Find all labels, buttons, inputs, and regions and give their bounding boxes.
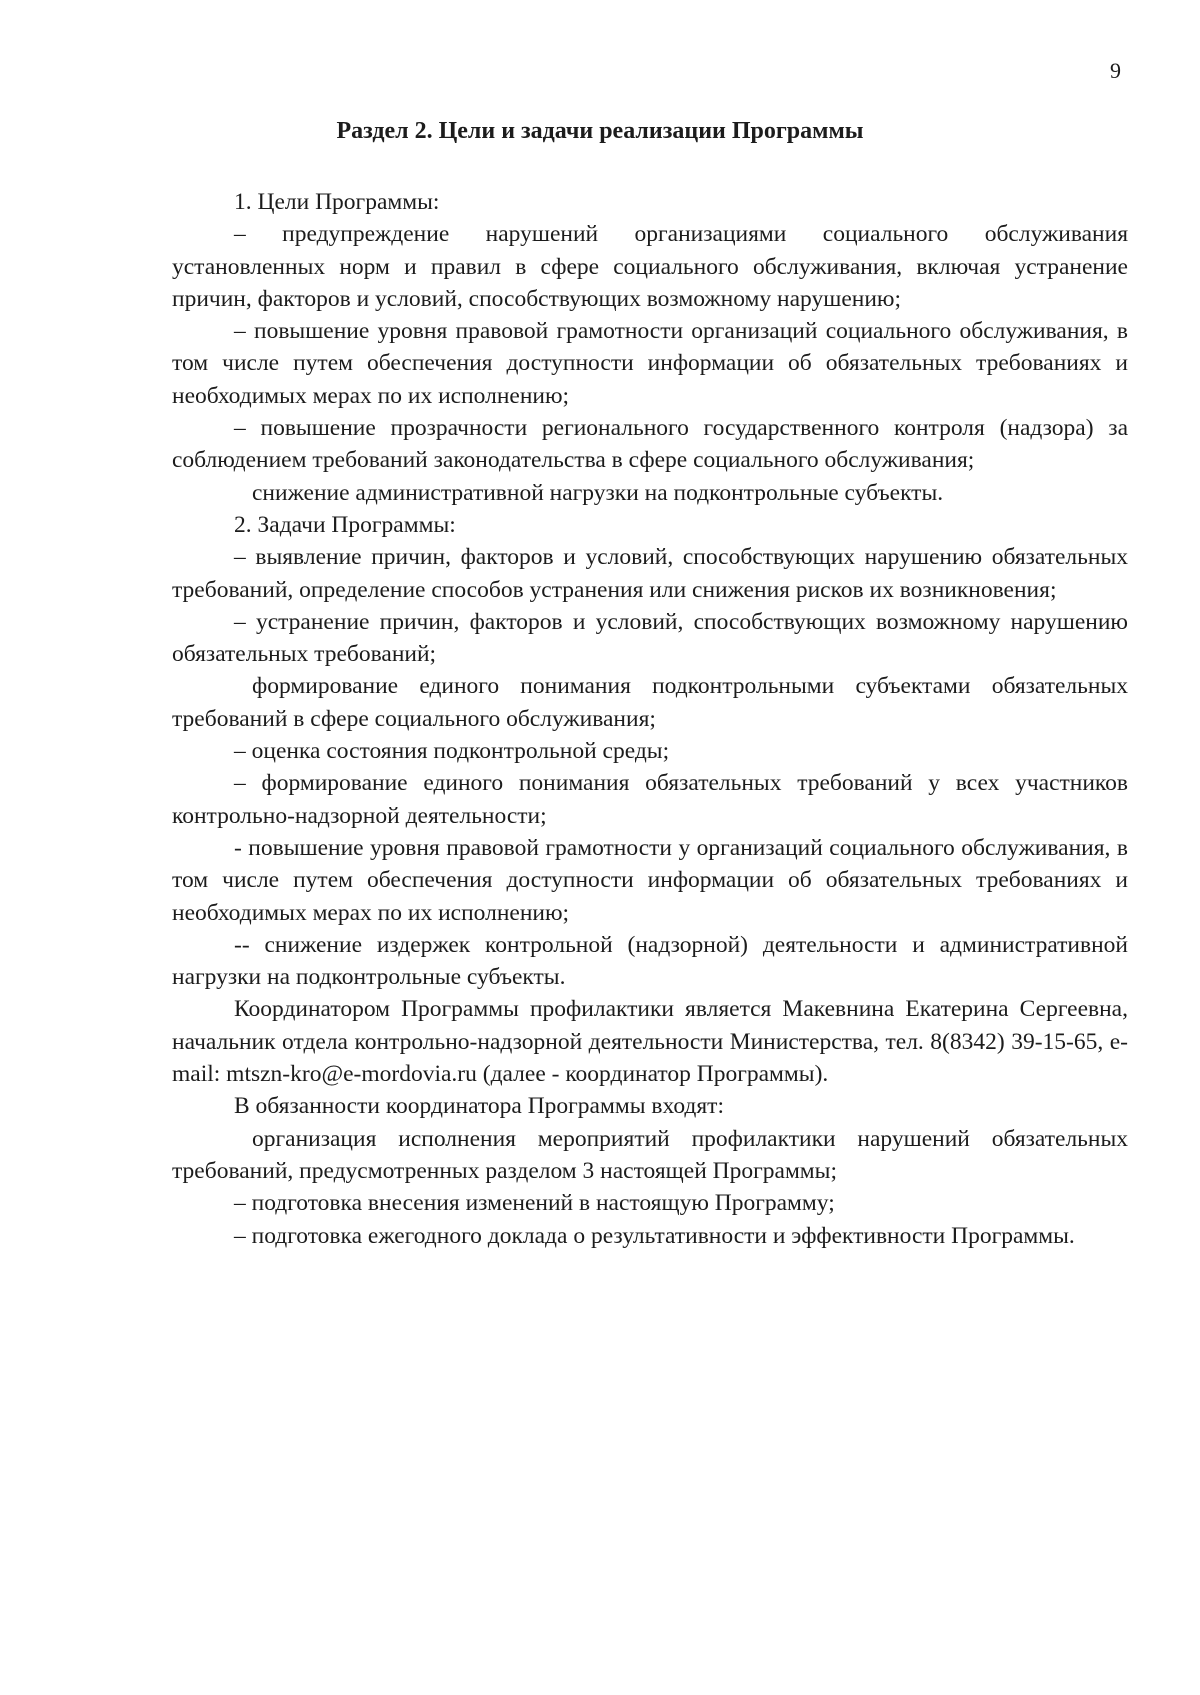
paragraph-task-7: -- снижение издержек контрольной (надзорной) деятельности и административной нагрузки на подконтрольные субъекты. — [172, 931, 1128, 991]
section-title: Раздел 2. Цели и задачи реализации Программы — [336, 118, 864, 144]
paragraph-duty-1: организация исполнения мероприятий профилактики нарушений обязательных требований, предусмотренных разделом 3 настоящей Программы; — [172, 1125, 1128, 1184]
paragraph-goal-3: – повышение прозрачности регионального государственного контроля (надзора) за соблюдением требований законодательства в сфере социального обслуживания; — [172, 415, 1128, 474]
paragraph-task-5: – формирование единого понимания обязательных требований у всех участников контрольно-надзорной деятельности; — [172, 770, 1128, 829]
page-number: 9 — [1110, 58, 1121, 83]
paragraph-task-6: - повышение уровня правовой грамотности у организаций социального обслуживания, в том числе путем обеспечения доступности информации об обязательных требованиях и необходимых мерах по их исполнению; — [172, 834, 1128, 926]
paragraph-task-2: – устранение причин, факторов и условий, способствующих возможному нарушению обязательных требований; — [172, 608, 1128, 668]
paragraph-coordinator: Координатором Программы профилактики является Макевнина Екатерина Сергеевна, начальник отдела контрольно-надзорной деятельности Министерства, тел. 8(8342) 39-15-65, e-mail: mtszn-kro@e-mordovia.ru (далее - координатор Программы). — [172, 996, 1128, 1088]
document-body — [172, 186, 1128, 1252]
paragraph-task-3: формирование единого понимания подконтрольными субъектами обязательных требований в сфере социального обслуживания; — [172, 673, 1128, 732]
paragraph-task-1: – выявление причин, факторов и условий, способствующих нарушению обязательных требований, определение способов устранения или снижения рисков их возникновения; — [172, 544, 1128, 603]
paragraph-duty-3: – подготовка ежегодного доклада о результативности и эффективности Программы. — [234, 1222, 1075, 1249]
paragraph-tasks-heading: 2. Задачи Программы: — [234, 511, 456, 538]
paragraph-goal-2: – повышение уровня правовой грамотности организаций социального обслуживания, в том числе путем обеспечения доступности информации об обязательных требованиях и необходимых мерах по их исполнению; — [172, 318, 1128, 409]
paragraph-goal-4: снижение административной нагрузки на подконтрольные субъекты. — [252, 479, 944, 506]
paragraph-duty-2: – подготовка внесения изменений в настоящую Программу; — [234, 1190, 835, 1217]
paragraph-duties-heading: В обязанности координатора Программы входят: — [234, 1093, 724, 1120]
paragraph-goal-1: – предупреждение нарушений организациями социального обслуживания установленных норм и правил в сфере социального обслуживания, включая устранение причин, факторов и условий, способствующих возможному нарушению; — [172, 221, 1128, 312]
paragraph-goals-heading: 1. Цели Программы: — [234, 189, 440, 215]
paragraph-task-4: – оценка состояния подконтрольной среды; — [234, 738, 670, 765]
